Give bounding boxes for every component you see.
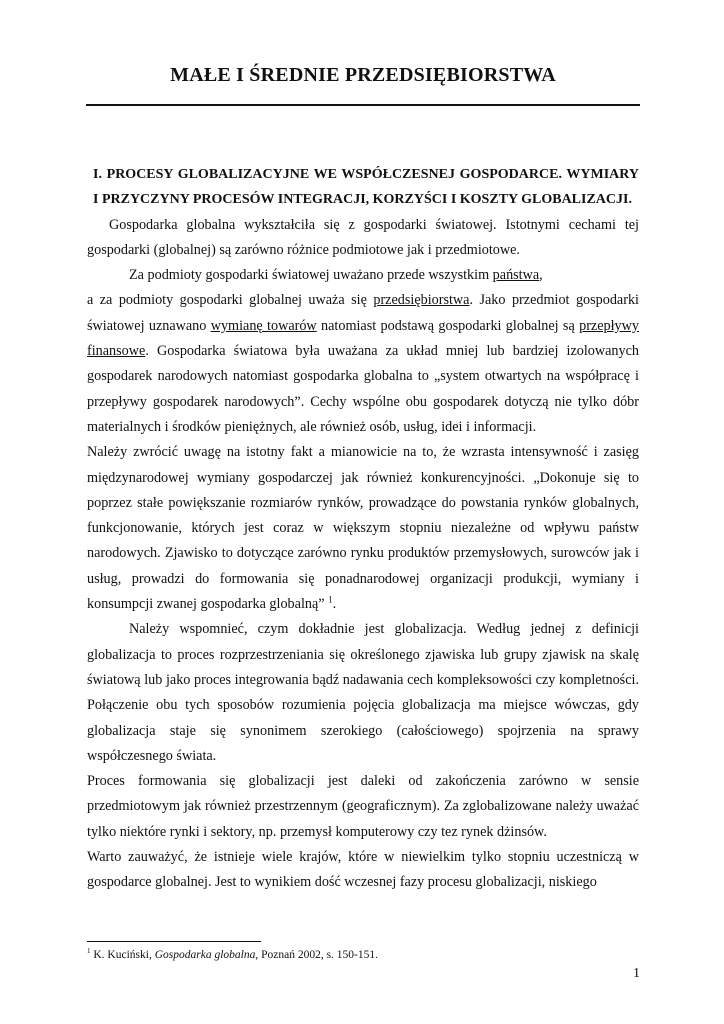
footnote-divider xyxy=(87,941,261,942)
footnote-text-a: K. Kuciński, xyxy=(90,949,155,961)
page-title: MAŁE I ŚREDNIE PRZEDSIĘBIORSTWA xyxy=(170,64,556,86)
paragraph-5: Należy wspomnieć, czym dokładnie jest globalizacja. Według jednej z definicji globalizacja to proces rozprzestrzeniania się określonego zjawiska lub grupy zjawisk na skalę światową lub jako proces integrowania bądź nadawania cech kompleksowości czy kompletności. Połączenie obu tych sposobów rozumienia pojęcia globalizacja ma miejsce wówczas, gdy globalizacja staje się synonimem szerokiego (całościowego) spojrzenia na sprawy współczesnego świata. xyxy=(87,621,639,764)
paragraph-3-text-c: natomiast podstawą gospodarki globalnej są xyxy=(316,317,580,334)
paragraph-2 xyxy=(87,263,639,288)
paragraph-4 xyxy=(87,440,639,617)
footnote-reference: 1 xyxy=(328,594,333,605)
paragraph-3 xyxy=(87,288,639,440)
underlined-term-przeplywy-finansowe: przepływy finansowe xyxy=(87,317,639,360)
footnote xyxy=(87,948,639,962)
document-body xyxy=(87,162,639,896)
section-heading: I. PROCESY GLOBALIZACYJNE WE WSPÓŁCZESNEJ GOSPODARCE. WYMIARY I PRZYCZYNY PROCESÓW INTEGRACJI, KORZYŚCI I KOSZTY GLOBALIZACJI. xyxy=(93,167,639,208)
paragraph-1: Gospodarka globalna wykształciła się z gospodarki światowej. Istotnymi cechami tej gospodarki (globalnej) są zarówno różnice podmiotowe jak i przedmiotowe. xyxy=(87,216,639,258)
paragraph-4-punct: . xyxy=(332,596,337,613)
paragraph-7: Warto zauważyć, że istnieje wiele krajów, które w niewielkim tylko stopniu uczestniczą w gospodarce globalnej. Jest to wynikiem dość wczesnej fazy procesu globalizacji, niskiego xyxy=(87,849,639,891)
underlined-term-panstwa: państwa xyxy=(492,267,540,284)
paragraph-4-text: Należy zwrócić uwagę na istotny fakt a mianowicie na to, że wzrasta intensywność i zasięg międzynarodowej wymiany gospodarczej jak również konkurencyjności. „Dokonuje się to poprzez stałe powiększanie rozmiarów rynków, prowadzące do powstania rynków globalnych, funkcjonowanie, których jest coraz w większym stopniu niezależne od wpływu państw narodowych. Zjawisko to dotyczące zarówno rynku produktów przemysłowych, surowców jak i usług, prowadzi do formowania się ponadnarodowej organizacji produkcji, wymiany i konsumpcji zwanej gospodarka globalną” xyxy=(87,444,639,613)
title-divider xyxy=(86,104,640,106)
paragraph-2-punct: , xyxy=(539,267,543,284)
paragraph-2-text: Za podmioty gospodarki światowej uważano przede wszystkim xyxy=(129,267,493,284)
paragraph-6: Proces formowania się globalizacji jest daleki od zakończenia zarówno w sensie przedmiotowym jak również przestrzennym (geograficznym). Za zglobalizowane należy uważać tylko niektóre rynki i sektory, np. przemysł komputerowy czy tez rynek dżinsów. xyxy=(87,773,639,840)
footnote-text-b: , Poznań 2002, s. 150-151. xyxy=(255,949,379,961)
underlined-term-przedsiebiorstwa: przedsiębiorstwa xyxy=(373,292,470,309)
footnote-number: 1 xyxy=(87,947,91,956)
underlined-term-wymiana-towarow: wymianę towarów xyxy=(210,317,317,334)
paragraph-3-text-a: a za podmioty gospodarki globalnej uważa się xyxy=(87,292,374,309)
paragraph-3-text-b: . Jako przedmiot gospodarki światowej uznawano xyxy=(87,292,639,334)
page-number: 1 xyxy=(633,966,640,981)
footnote-book-title: Gospodarka globalna xyxy=(154,949,256,961)
paragraph-3-text-d: . Gospodarka światowa była uważana za układ mniej lub bardziej izolowanych gospodarek narodowych natomiast gospodarka globalna to „system otwartych na współpracę i przepływy gospodarek narodowych”. Cechy wspólne obu gospodarek dotyczą nie tylko dóbr materialnych i środków pieniężnych, ale również osób, usług, idei i informacji. xyxy=(87,343,639,435)
